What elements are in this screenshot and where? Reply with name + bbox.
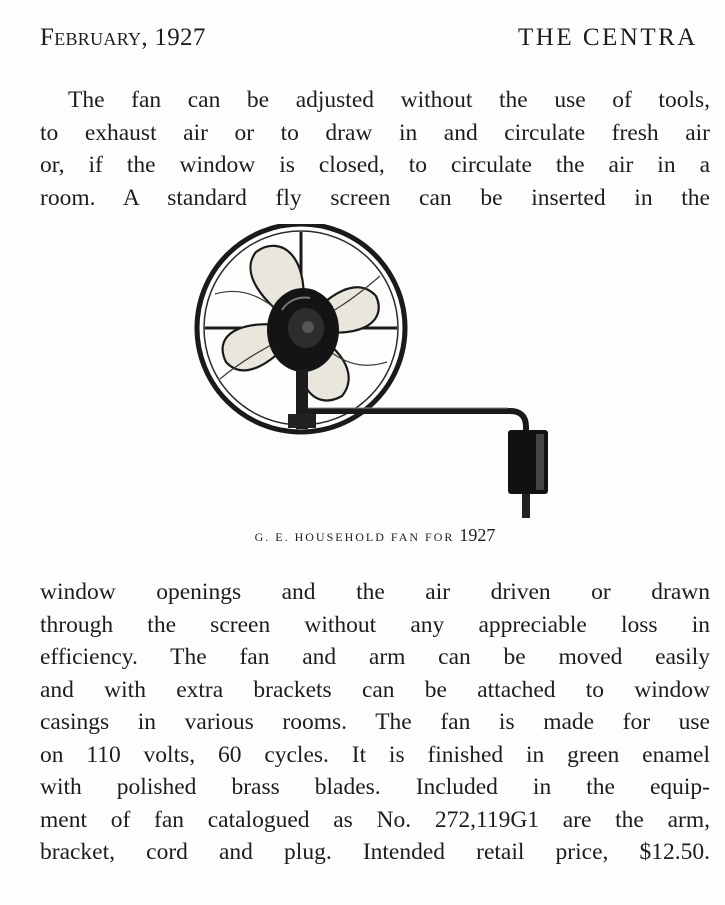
text-line: to exhaust air or to draw in and circulate fresh air [40,119,710,146]
text-line: bracket, cord and plug. Intended retail price, $12.50. [40,839,710,865]
figure-caption-text: G. E. HOUSEHOLD FAN FOR [254,530,455,544]
paragraph-top [40,84,710,214]
fan-illustration [190,224,560,524]
figure-caption-year: 1927 [459,525,496,545]
text-line: ment of fan catalogued as No. 272,119G1 are the arm, [40,806,710,833]
text-line: room. A standard fly screen can be inserted in the [40,184,710,211]
wall-bracket-plate [536,434,544,490]
paragraph-bottom [40,576,710,869]
text-line: The fan can be adjusted without the use of tools, [68,87,710,113]
motor-center-cap [302,321,314,333]
issue-date: February, 1927 [40,24,206,51]
text-line: through the screen without any appreciable loss in [40,611,710,638]
text-line: on 110 volts, 60 cycles. It is finished in green enamel [40,741,710,768]
bracket-pin [522,494,530,518]
figure-caption [40,523,710,549]
journal-title: THE CENTRA [518,24,698,51]
text-line: efficiency. The fan and arm can be moved easily [40,644,710,670]
fan-yoke [288,414,316,428]
text-line: or, if the window is closed, to circulate the air in a [40,152,710,178]
text-line: with polished brass blades. Included in the equip- [40,774,710,800]
text-line: and with extra brackets can be attached to window [40,676,710,703]
running-head [40,24,725,54]
text-line: window openings and the air driven or drawn [40,579,710,605]
text-line: casings in various rooms. The fan is made for use [40,709,710,735]
